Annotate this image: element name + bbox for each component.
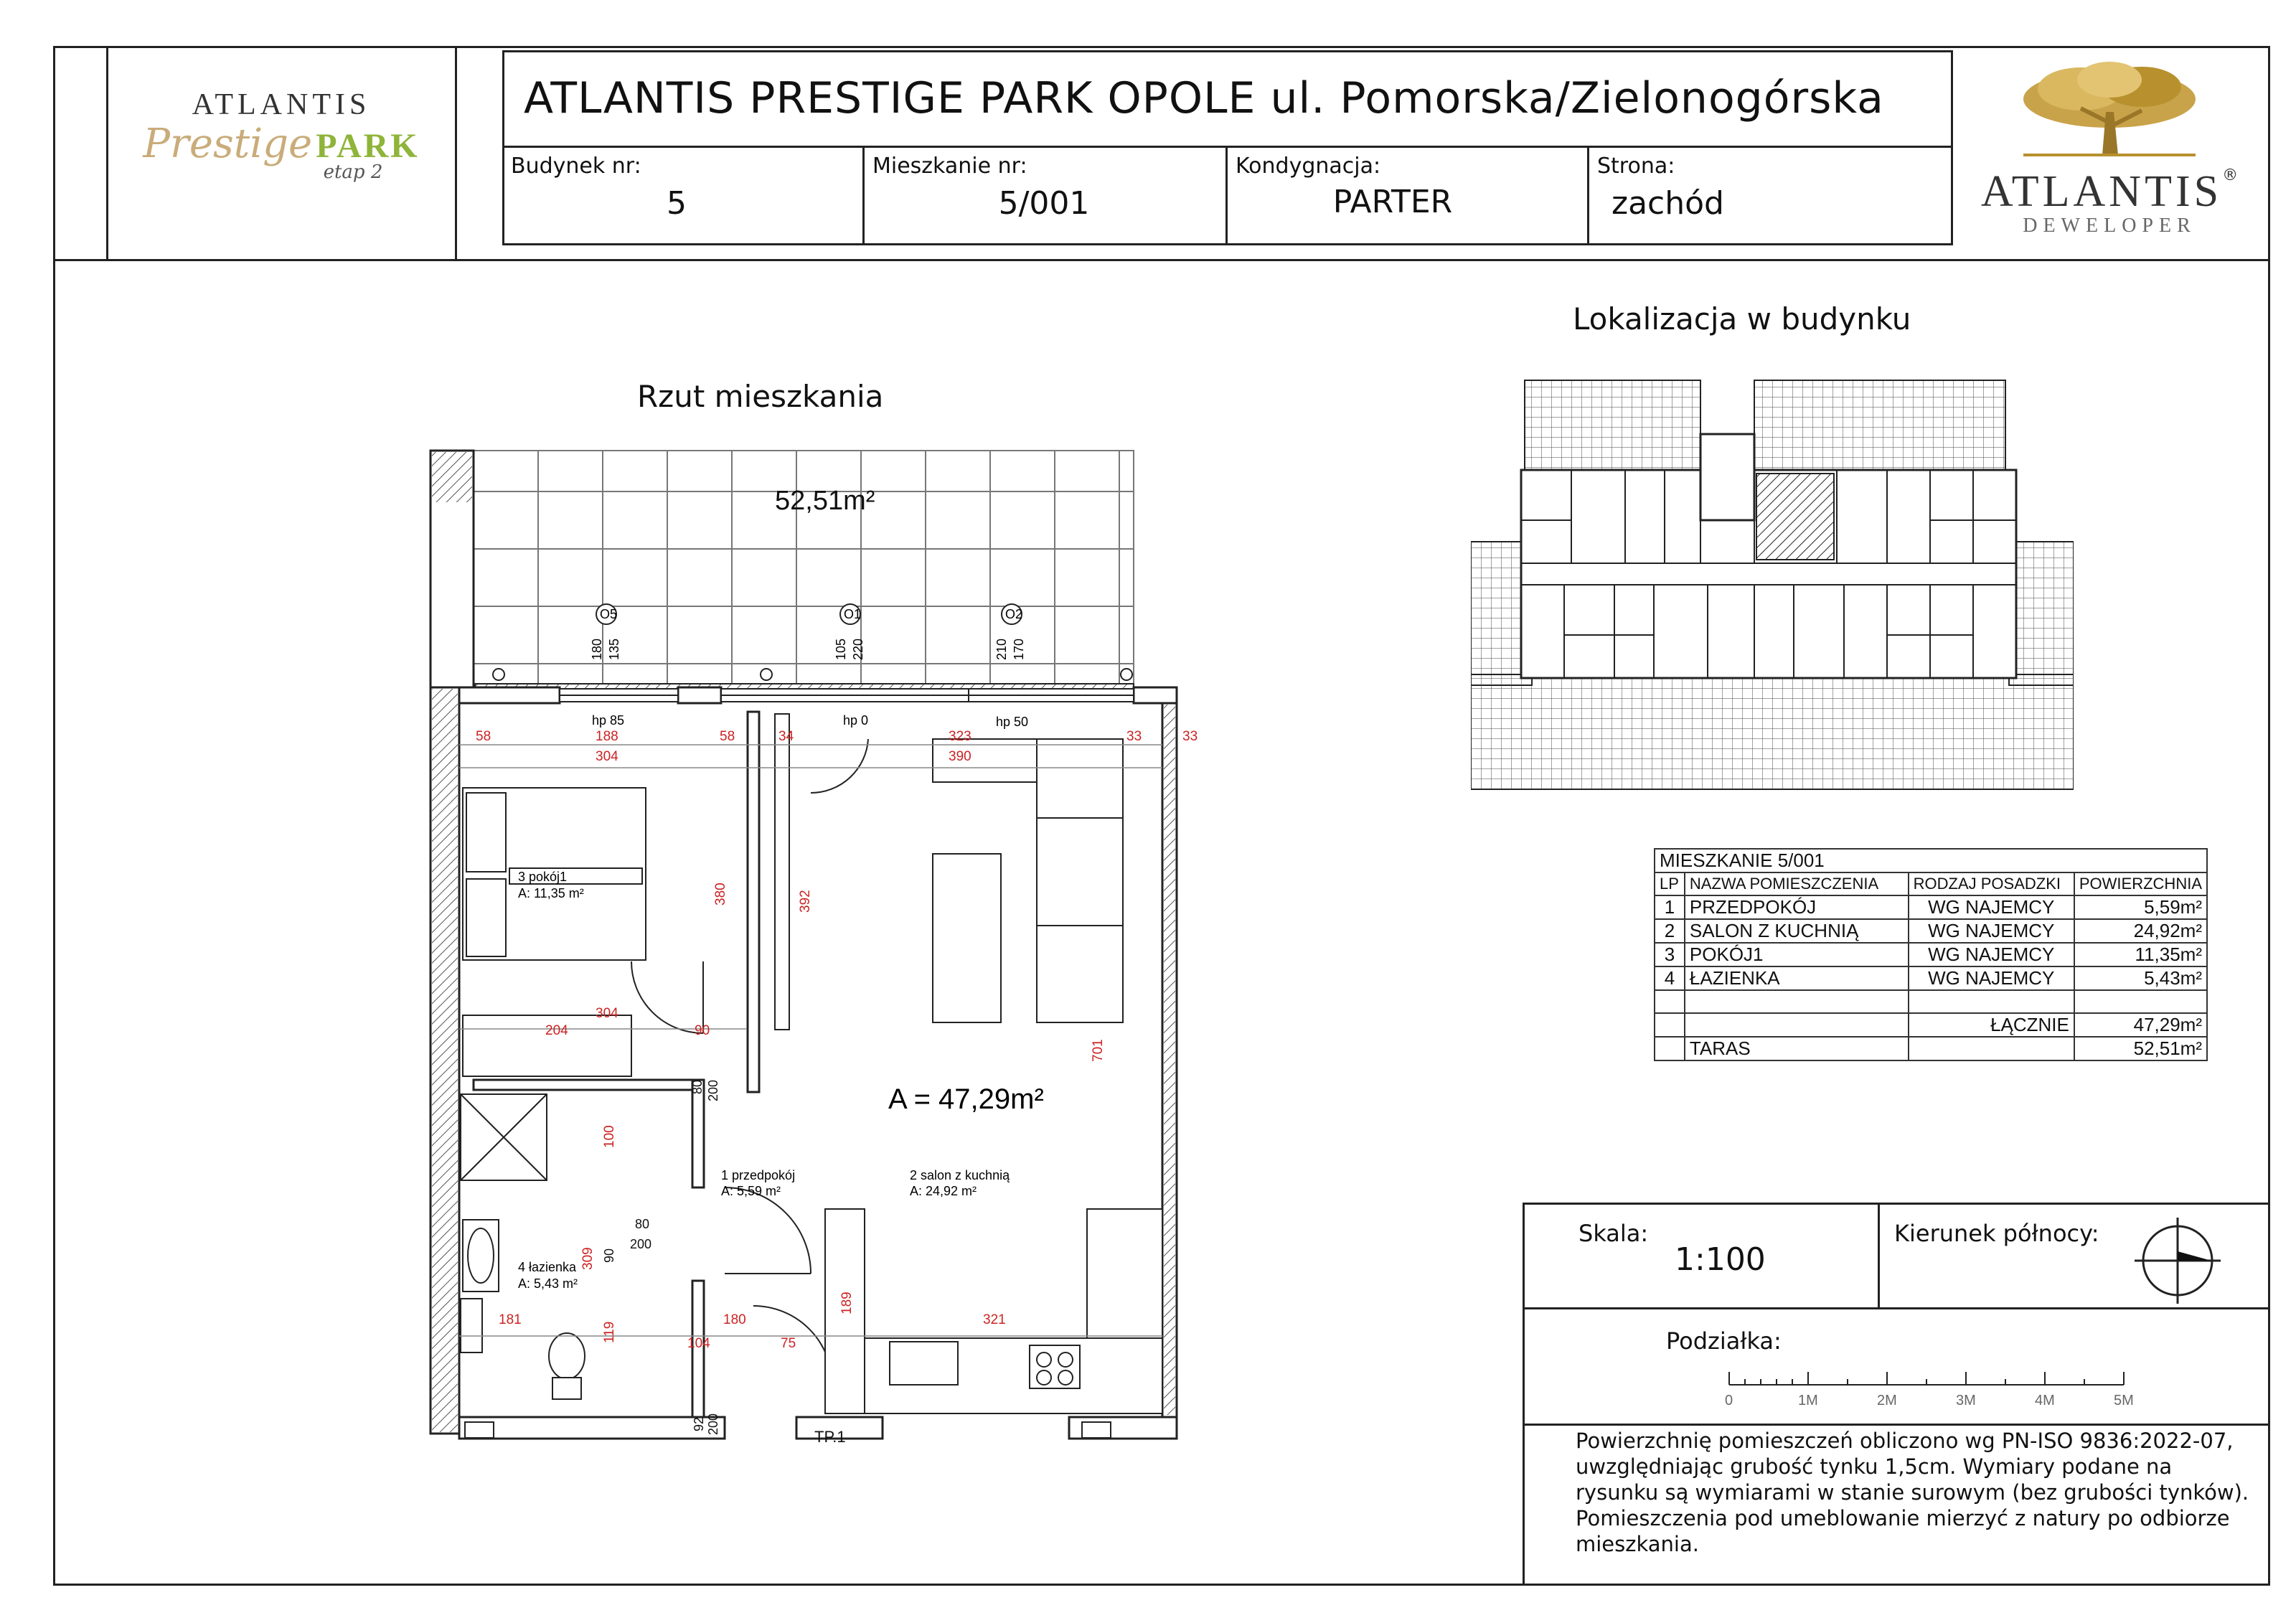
note-line-1: Powierzchnię pomieszczeń obliczono wg PN-ISO 9836:2022-07, [1576,1429,2234,1453]
dim-323: 323 [949,729,971,744]
kitchen-counter [825,1209,1162,1413]
field-apartment-label: Mieszkanie nr: [872,154,1027,179]
ruler-tick-5: 5M [2114,1393,2134,1408]
field-building-label: Budynek nr: [511,154,641,179]
room-area-przedpokoj: A: 5,59 m² [721,1184,781,1198]
window-dim-180: 180 [590,638,604,660]
north-label: Kierunek północy: [1894,1220,2099,1247]
wall-hatch [432,452,472,502]
window-frames [560,689,1134,702]
room-area-salon: A: 24,92 m² [910,1184,977,1198]
total-value: 47,29m² [2074,1013,2207,1037]
room-name-lazienka: 4 łazienka [518,1260,577,1274]
room-name-pokoj1: 3 pokój1 [518,870,568,884]
door-dim-200-hall: 200 [630,1237,652,1251]
ruler-tick-2: 2M [1877,1393,1897,1408]
table-row: 4 ŁAZIENKA WG NAJEMCY 5,43m² [1655,966,2207,990]
room-name-salon: 2 salon z kuchnią [910,1168,1010,1182]
room-area-pokoj1: A: 11,35 m² [518,886,584,900]
dim-181: 181 [499,1312,522,1327]
door-dim-90: 90 [602,1248,616,1263]
note-line-5: mieszkania. [1576,1532,1699,1556]
dim-hp50: hp 50 [996,715,1029,729]
dim-33-outer: 33 [1182,729,1198,744]
field-building-value: 5 [667,185,687,222]
location-heading: Lokalizacja w budynku [1573,301,1911,337]
total-label: ŁĄCZNIE [1909,1013,2074,1037]
balcony-dim-92: 92 [692,1416,706,1431]
scale-value: 1:100 [1675,1241,1766,1278]
window-02-label: O2 [1005,607,1023,621]
dim-304-mid: 304 [596,1006,618,1021]
dim-hp85: hp 85 [592,713,625,728]
project-logo-stage: etap 2 [323,161,383,183]
room-table-wrapper [1654,848,2208,1061]
header-bottom-line [53,259,2270,261]
window-dim-170: 170 [1012,638,1026,660]
north-arrow-icon [2131,1214,2224,1307]
info-divider-2 [1523,1424,2270,1426]
ruler-tick-3: 3M [1956,1393,1976,1408]
tree-icon [2002,55,2217,162]
developer-sub: DEWELOPER [2023,215,2196,237]
apartment-highlight [1756,474,1834,560]
title-divider [502,146,1953,148]
dim-75: 75 [781,1336,796,1351]
tp-label: TP.1 [814,1428,846,1446]
field-floor-value: PARTER [1332,184,1453,220]
table-row-total [1655,1013,2207,1037]
scale-ruler [1722,1363,2152,1413]
window-dim-135: 135 [607,638,621,660]
field-side-value: zachód [1612,185,1724,222]
room-table-title: MIESZKANIE 5/001 [1655,849,2207,872]
col-lp: LP [1655,872,1685,895]
plan-heading: Rzut mieszkania [637,379,884,414]
room-table [1654,848,2208,1061]
dim-100: 100 [602,1125,617,1148]
project-logo-line1: ATLANTIS [192,88,371,121]
window-05-label: O5 [600,607,618,621]
logo-divider-right [455,46,457,260]
door-dim-80-hall: 80 [635,1217,650,1231]
dim-33: 33 [1126,729,1142,744]
col-floor: RODZAJ POSADZKI [1909,872,2074,895]
field-apartment-value: 5/001 [998,185,1090,222]
bathroom-fixtures [461,1094,585,1399]
window-dim-220: 220 [851,638,865,660]
apartment-area-label: A = 47,29m² [888,1083,1044,1115]
developer-logo [1966,55,2253,248]
dim-119: 119 [602,1321,617,1343]
info-divider-v [1878,1203,1880,1309]
table-row: 3 POKÓJ1 WG NAJEMCY 11,35m² [1655,943,2207,966]
dim-309: 309 [580,1247,596,1270]
dim-189: 189 [839,1292,855,1314]
col-name: NAZWA POMIESZCZENIA [1685,872,1909,895]
project-logo-script: Prestige [143,121,313,167]
project-logo [108,72,455,244]
col-area: POWIERZCHNIA [2074,872,2207,895]
terrace-value: 52,51m² [2074,1037,2207,1060]
measurement-note [1576,1428,2257,1557]
dim-hp0: hp 0 [843,713,869,728]
note-line-2: uwzględniając grubość tynku 1,5cm. Wymiary podane na [1576,1454,2173,1479]
dim-90-door: 90 [695,1023,710,1038]
window-dim-210: 210 [994,638,1009,660]
division-label: Podziałka: [1666,1327,1782,1355]
dim-58-left: 58 [476,729,491,744]
ruler-tick-0: 0 [1725,1393,1733,1408]
dim-34: 34 [778,729,794,744]
field-divider-3 [1587,146,1589,245]
door-dim-80: 80 [690,1079,705,1094]
building-location-map [1471,377,2074,793]
registered-mark: ® [2222,166,2239,184]
dim-321: 321 [983,1312,1006,1327]
room-name-przedpokoj: 1 przedpokój [721,1168,796,1182]
table-row: 2 SALON Z KUCHNIĄ WG NAJEMCY 24,92m² [1655,919,2207,943]
scale-label: Skala: [1578,1220,1649,1247]
terrace-label: TARAS [1685,1037,1909,1060]
dim-188: 188 [596,729,618,744]
room-area-lazienka: A: 5,43 m² [518,1276,578,1291]
note-line-4: Pomieszczenia pod umeblowanie mierzyć z natury po odbiorze [1576,1506,2230,1530]
window-markers [493,604,1132,680]
dim-204: 204 [545,1023,568,1038]
wall-left-hatch [432,689,458,1432]
dim-58-right: 58 [720,729,735,744]
dim-304-top: 304 [596,749,618,764]
dim-380: 380 [713,883,728,905]
dim-104: 104 [687,1336,710,1351]
wall-right-hatch [1164,705,1175,1415]
field-floor-label: Kondygnacja: [1236,154,1381,179]
field-side-label: Strona: [1597,154,1675,179]
developer-name: ATLANTIS [1980,167,2223,216]
page-title: ATLANTIS PRESTIGE PARK OPOLE ul. Pomorska/Zielonogórska [524,73,1884,123]
door-dim-200: 200 [706,1079,720,1101]
dim-390: 390 [949,749,971,764]
ruler-tick-4: 4M [2035,1393,2055,1408]
project-logo-park: PARK [316,127,420,165]
ruler-tick-1: 1M [1798,1393,1818,1408]
terrace-area-label: 52,51m² [775,486,875,516]
window-dim-105: 105 [834,638,848,660]
table-row-empty [1655,990,2207,1013]
dim-392: 392 [798,890,813,913]
balcony-dim-200: 200 [706,1413,720,1435]
floor-plan [416,431,1205,1478]
info-divider-1 [1523,1307,2270,1309]
table-row: 1 PRZEDPOKÓJ WG NAJEMCY 5,59m² [1655,895,2207,919]
dim-701: 701 [1091,1039,1106,1062]
table-row-terrace [1655,1037,2207,1060]
dim-180: 180 [723,1312,746,1327]
note-line-3: rysunku są wymiarami w stanie surowym (bez grubości tynków). [1576,1480,2249,1505]
window-01-label: O1 [844,607,862,621]
